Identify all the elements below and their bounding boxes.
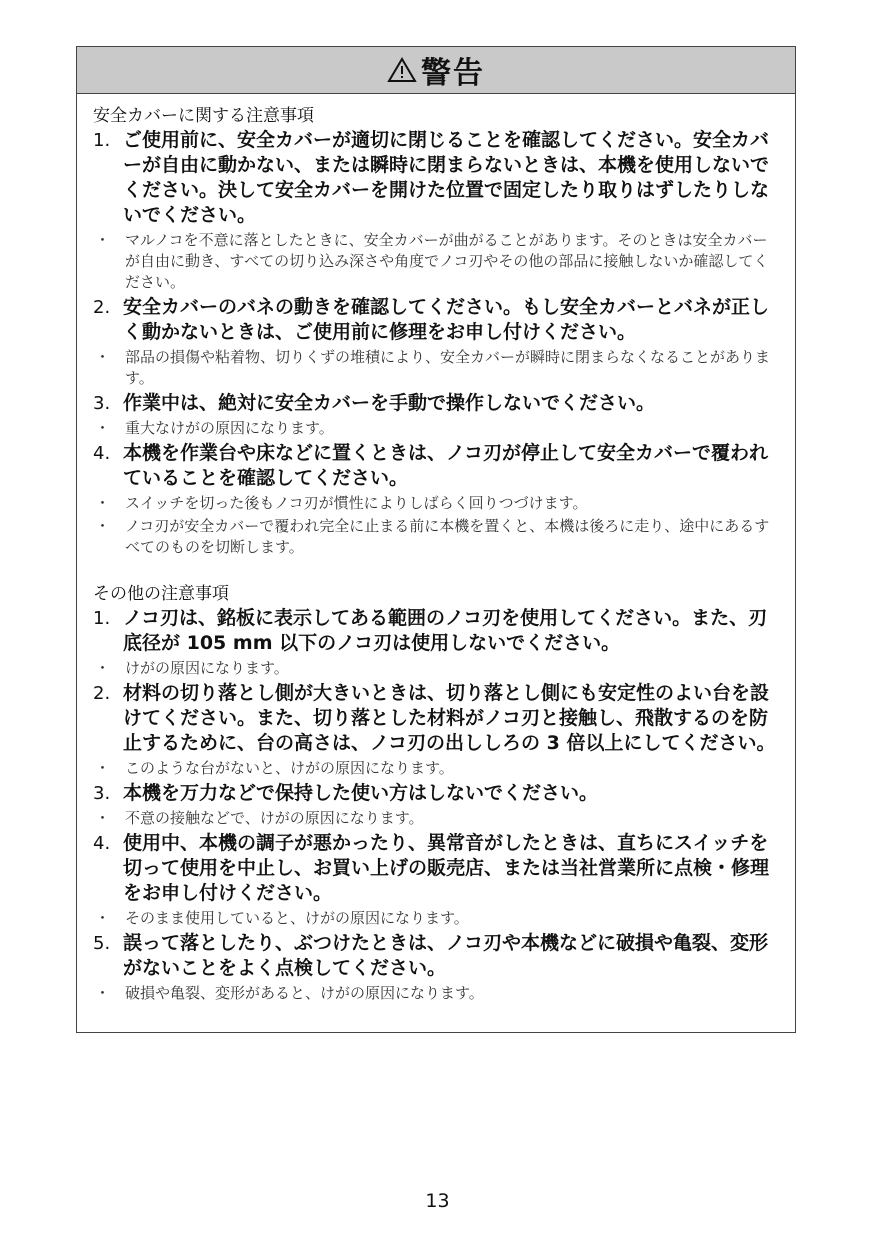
caution-item xyxy=(93,781,777,806)
note-bullet: ・ xyxy=(95,494,111,512)
note-bullet: ・ xyxy=(95,809,111,827)
item-note xyxy=(93,908,777,929)
item-number: 4. xyxy=(93,833,111,854)
section-title: 安全カバーに関する注意事項 xyxy=(93,106,314,126)
warning-title: 警告 xyxy=(421,56,485,91)
caution-item xyxy=(93,681,777,756)
note-text: そのまま使用していると、けがの原因になります。 xyxy=(125,909,469,927)
caution-section xyxy=(93,582,777,1004)
caution-item xyxy=(93,391,777,416)
item-number: 2. xyxy=(93,683,111,704)
warning-content xyxy=(77,94,795,1004)
note-bullet: ・ xyxy=(95,909,111,927)
item-note xyxy=(93,516,777,558)
caution-item xyxy=(93,831,777,906)
note-text: ノコ刃が安全カバーで覆われ完全に止まる前に本機を置くと、本機は後ろに走り、途中にあるすべてのものを切断します。 xyxy=(125,517,770,556)
note-text: このような台がないと、けがの原因になります。 xyxy=(125,759,454,777)
item-text: 本機を万力などで保持した使い方はしないでください。 xyxy=(123,782,599,804)
caution-item xyxy=(93,128,777,228)
note-bullet: ・ xyxy=(95,419,111,437)
section-title: その他の注意事項 xyxy=(93,584,229,604)
item-note xyxy=(93,758,777,779)
note-text: マルノコを不意に落としたときに、安全カバーが曲がることがあります。そのときは安全カバーが自由に動き、すべての切り込み深さや角度でノコ刃やその他の部品に接触しないか確認してください。 xyxy=(125,231,769,291)
warning-header xyxy=(77,47,795,94)
item-note xyxy=(93,347,777,389)
caution-section xyxy=(93,104,777,558)
item-note xyxy=(93,418,777,439)
item-number: 1. xyxy=(93,608,111,629)
item-text: ノコ刃は、銘板に表示してある範囲のノコ刃を使用してください。また、刃底径が 105 mm 以下のノコ刃は使用しないでください。 xyxy=(123,607,768,654)
note-bullet: ・ xyxy=(95,517,111,535)
note-text: 重大なけがの原因になります。 xyxy=(125,419,334,437)
note-text: 部品の損傷や粘着物、切りくずの堆積により、安全カバーが瞬時に閉まらなくなることがあります。 xyxy=(125,348,771,387)
note-text: けがの原因になります。 xyxy=(125,659,289,677)
item-note xyxy=(93,493,777,514)
note-bullet: ・ xyxy=(95,348,111,366)
note-text: 破損や亀裂、変形があると、けがの原因になります。 xyxy=(125,984,484,1002)
note-bullet: ・ xyxy=(95,231,111,249)
item-text: 安全カバーのバネの動きを確認してください。もし安全カバーとバネが正しく動かないときは、ご使用前に修理をお申し付けください。 xyxy=(123,296,770,343)
item-number: 3. xyxy=(93,783,111,804)
item-note xyxy=(93,658,777,679)
note-text: 不意の接触などで、けがの原因になります。 xyxy=(125,809,424,827)
item-number: 4. xyxy=(93,443,111,464)
item-text: 材料の切り落とし側が大きいときは、切り落とし側にも安定性のよい台を設けてください。また、切り落とした材料がノコ刃と接触し、飛散するのを防止するために、台の高さは、ノコ刃の出ししろの 3 倍以上にしてください。 xyxy=(123,682,776,754)
item-note xyxy=(93,983,777,1004)
warning-triangle-icon xyxy=(387,57,417,83)
item-text: 作業中は、絶対に安全カバーを手動で操作しないでください。 xyxy=(123,392,656,414)
caution-item xyxy=(93,441,777,491)
note-text: スイッチを切った後もノコ刃が慣性によりしばらく回りつづけます。 xyxy=(125,494,588,512)
warning-box xyxy=(76,46,796,1033)
item-number: 1. xyxy=(93,130,111,151)
item-text: 本機を作業台や床などに置くときは、ノコ刃が停止して安全カバーで覆われていることを確認してください。 xyxy=(123,442,769,489)
item-note xyxy=(93,230,777,293)
item-number: 2. xyxy=(93,297,111,318)
item-number: 3. xyxy=(93,393,111,414)
item-note xyxy=(93,808,777,829)
note-bullet: ・ xyxy=(95,759,111,777)
note-bullet: ・ xyxy=(95,659,111,677)
item-text: 使用中、本機の調子が悪かったり、異常音がしたときは、直ちにスイッチを切って使用を中止し、お買い上げの販売店、または当社営業所に点検・修理をお申し付けください。 xyxy=(123,832,770,904)
caution-item xyxy=(93,295,777,345)
note-bullet: ・ xyxy=(95,984,111,1002)
item-text: ご使用前に、安全カバーが適切に閉じることを確認してください。安全カバーが自由に動かない、または瞬時に閉まらないときは、本機を使用しないでください。決して安全カバーを開けた位置で固定したり取りはずしたりしないでください。 xyxy=(123,129,770,226)
caution-item xyxy=(93,931,777,981)
item-text: 誤って落としたり、ぶつけたときは、ノコ刃や本機などに破損や亀裂、変形がないことをよく点検してください。 xyxy=(123,932,769,979)
page-number: 13 xyxy=(425,1190,450,1212)
item-number: 5. xyxy=(93,933,111,954)
caution-item xyxy=(93,606,777,656)
